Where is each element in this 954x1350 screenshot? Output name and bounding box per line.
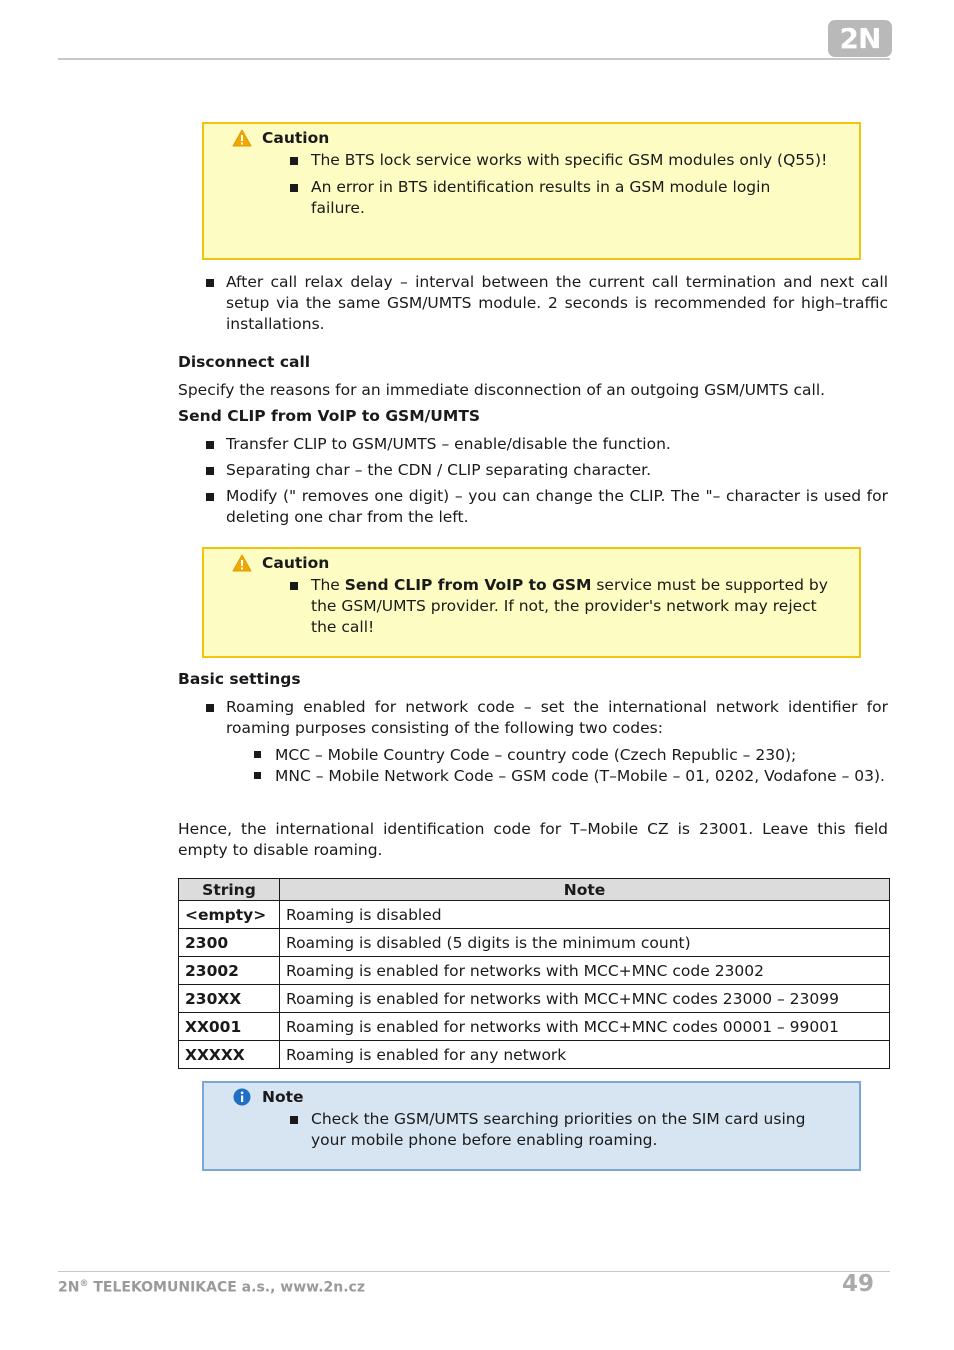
table-row <box>179 1013 890 1041</box>
relax-list <box>206 272 888 340</box>
info-icon <box>232 1088 252 1106</box>
disconnect-text: Specify the reasons for an immediate disconnection of an outgoing GSM/UMTS call. <box>178 381 826 399</box>
list-item: Check the GSM/UMTS searching priorities on the SIM card using your mobile phone before enabling roaming. <box>290 1109 829 1151</box>
footer-divider <box>58 1271 890 1272</box>
table-row <box>179 985 890 1013</box>
cell-note: Roaming is enabled for any network <box>280 1041 890 1069</box>
caution-text-bold: Send CLIP from VoIP to GSM <box>344 576 592 594</box>
cell-note: Roaming is enabled for networks with MCC+MNC codes 00001 – 99001 <box>280 1013 890 1041</box>
table-row <box>179 901 890 929</box>
caution-box-clip <box>202 547 861 658</box>
list-item: The BTS lock service works with specific GSM modules only (Q55)! <box>290 150 829 171</box>
table-row <box>179 957 890 985</box>
list-item: Roaming enabled for network code – set the international network identifier for roaming purposes consisting of the following two codes: <box>206 697 888 739</box>
note-list <box>290 1109 829 1157</box>
caution-title: Caution <box>262 129 330 147</box>
roaming-table <box>178 878 890 1069</box>
cell-string: 2300 <box>179 929 280 957</box>
table-row <box>179 929 890 957</box>
cell-note: Roaming is enabled for networks with MCC+MNC code 23002 <box>280 957 890 985</box>
hence-text: Hence, the international identification code for T–Mobile CZ is 23001. Leave this field empty to disable roaming. <box>178 820 888 859</box>
cell-string: 230XX <box>179 985 280 1013</box>
caution-text-pre: The <box>311 576 345 594</box>
header-divider <box>58 58 890 60</box>
list-item: Transfer CLIP to GSM/UMTS – enable/disable the function. <box>206 434 888 455</box>
caution-text-post: service must be supported by the GSM/UMTS provider. If not, the provider's network may reject the call! <box>311 576 828 636</box>
note-title: Note <box>262 1088 304 1106</box>
cell-string: XXXXX <box>179 1041 280 1069</box>
heading-basic-settings: Basic settings <box>178 670 301 688</box>
list-item: MCC – Mobile Country Code – country code (Czech Republic – 230); <box>254 745 888 766</box>
brand-logo: 2N <box>828 20 892 57</box>
cell-string: XX001 <box>179 1013 280 1041</box>
list-item: After call relax delay – interval between the current call termination and next call setup via the same GSM/UMTS module. 2 seconds is recommended for high–traffic installations. <box>206 272 888 335</box>
basic-list <box>206 697 888 744</box>
list-item: MNC – Mobile Network Code – GSM code (T–Mobile – 01, 0202, Vodafone – 03). <box>254 766 888 787</box>
list-item <box>290 575 829 638</box>
cell-note: Roaming is disabled <box>280 901 890 929</box>
cell-string: <empty> <box>179 901 280 929</box>
list-item: Modify (" removes one digit) – you can change the CLIP. The "– character is used for deleting one char from the left. <box>206 486 888 528</box>
footer-brand: 2N <box>58 1279 80 1296</box>
caution-list <box>290 575 829 644</box>
column-header-string: String <box>179 879 280 901</box>
registered-mark: ® <box>79 1279 89 1289</box>
footer-company <box>58 1279 365 1296</box>
caution-list <box>290 150 829 225</box>
caution-box-bts <box>202 122 861 260</box>
send-clip-list <box>206 434 888 533</box>
basic-sublist <box>254 745 888 786</box>
cell-note: Roaming is enabled for networks with MCC+MNC codes 23000 – 23099 <box>280 985 890 1013</box>
table-row <box>179 1041 890 1069</box>
list-item: An error in BTS identification results in a GSM module login failure. <box>290 177 829 219</box>
heading-disconnect: Disconnect call <box>178 353 311 371</box>
column-header-note: Note <box>280 879 890 901</box>
warning-icon <box>232 554 252 572</box>
page-number: 49 <box>842 1271 875 1297</box>
table-header-row <box>179 879 890 901</box>
list-item: Separating char – the CDN / CLIP separating character. <box>206 460 888 481</box>
note-box <box>202 1081 861 1171</box>
footer-company-name: TELEKOMUNIKACE a.s., www.2n.cz <box>88 1279 365 1296</box>
warning-icon <box>232 129 252 147</box>
caution-title: Caution <box>262 554 330 572</box>
cell-string: 23002 <box>179 957 280 985</box>
heading-send-clip: Send CLIP from VoIP to GSM/UMTS <box>178 407 481 425</box>
cell-note: Roaming is disabled (5 digits is the minimum count) <box>280 929 890 957</box>
